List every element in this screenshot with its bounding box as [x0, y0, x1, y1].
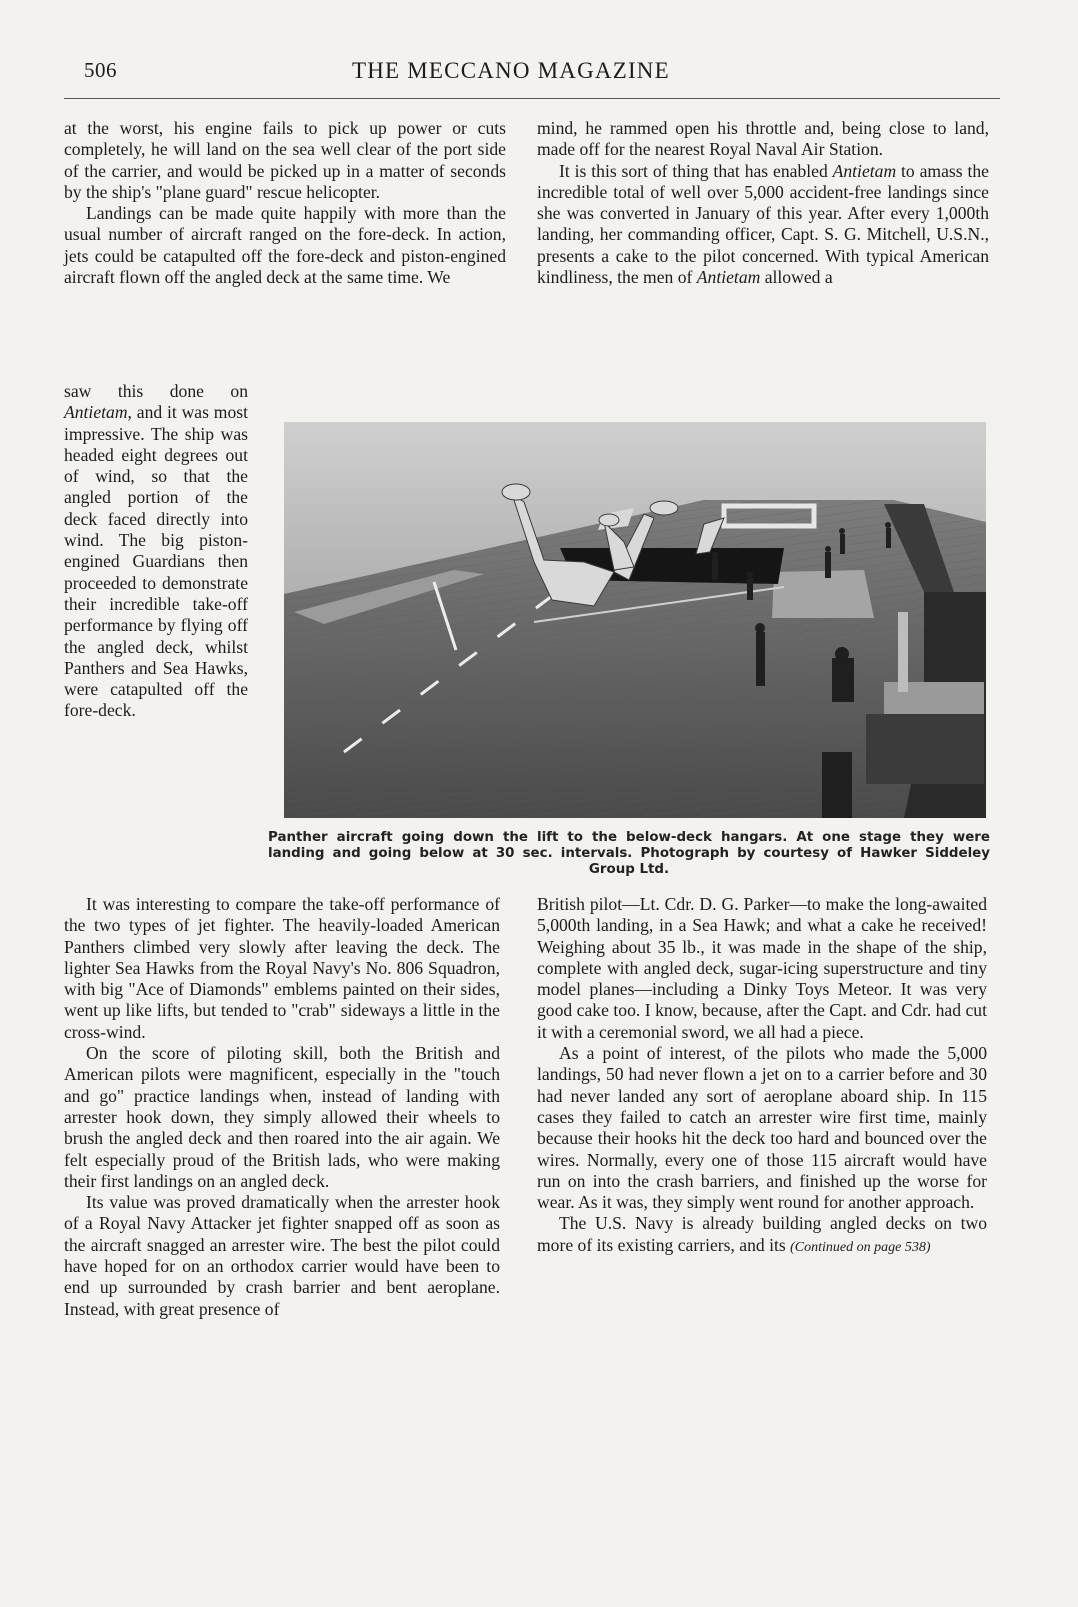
paragraph: On the score of piloting skill, both the British and American pilots were magnificent, especially in the "touch and go" practice landings when, instead of landing with arrester hook down, they simply allowed their wheels to brush the angled deck and then roared into the air again. We felt especially proud of the British lads, who were making their first landings on an angled deck.	[64, 1043, 500, 1191]
paragraph: British pilot—Lt. Cdr. D. G. Parker—to make the long-awaited 5,000th landing, in a Sea Hawk; and what a cake he received! Weighing about 35 lb., it was made in the shape of the ship, complete with angled deck, sugar-icing superstructure and tiny model planes—including a Dinky Toys Meteor. It was very good cake too. I know, because, after the Capt. and Cdr. had cut it with a ceremonial sword, we all had a piece.	[537, 894, 987, 1042]
ship-name: Antietam	[832, 160, 897, 181]
ship-name: Antietam	[696, 267, 761, 288]
column-left-top	[64, 118, 506, 288]
column-right-bottom	[537, 894, 987, 1258]
ship-name: Antietam	[64, 402, 128, 423]
paragraph: mind, he rammed open his throttle and, being close to land, made off for the nearest Royal Naval Air Station.	[537, 118, 989, 160]
continued-note: (Continued on page 538)	[790, 1239, 931, 1255]
paragraph: at the worst, his engine fails to pick up power or cuts completely, he will land on the sea well clear of the port side of the carrier, and would be picked up in a matter of seconds by the ship's "plane guard" rescue helicopter.	[64, 118, 506, 202]
page-number: 506	[84, 58, 117, 82]
running-title: THE MECCANO MAGAZINE	[352, 58, 670, 83]
paragraph: Landings can be made quite happily with more than the usual number of aircraft ranged on the fore-deck. In action, jets could be catapulted off the fore-deck and piston-engined aircraft flown off the angled deck at the same time. We	[64, 203, 506, 288]
paragraph: Its value was proved dramatically when the arrester hook of a Royal Navy Attacker jet fighter snapped off as soon as the aircraft snagged an arrester wire. The best the pilot could have hoped for on an orthodox carrier would have been to end up surrounded by crash barrier and bent aeroplane. Instead, with great presence of	[64, 1192, 500, 1319]
figure-caption: Panther aircraft going down the lift to the below-deck hangars. At one stage they were landing and going below at 30 sec. intervals. Photograph by courtesy of Hawker Siddeley Group Ltd.	[268, 830, 990, 877]
paragraph: As a point of interest, of the pilots who made the 5,000 landings, 50 had never flown a jet on to a carrier before and 30 had never landed any sort of aeroplane aboard ship. In 115 cases they failed to catch an arrester wire first time, mainly because their hooks hit the deck too hard and bounced over the wires. Normally, every one of those 115 aircraft would have run on into the crash barriers, and finished up the worse for wear. As it was, they simply went round for another approach.	[537, 1043, 987, 1213]
column-left-bottom	[64, 894, 500, 1320]
header-rule	[64, 98, 1000, 99]
column-narrow	[64, 381, 248, 722]
column-right-top	[537, 118, 989, 288]
paragraph: It is this sort of thing that has enabled Antietam to amass the incredible total of well over 5,000 accident-free landings since she was converted in January of this year. After every 1,000th landing, her commanding officer, Capt. S. G. Mitchell, U.S.N., presents a cake to the pilot concerned. With typical American kindliness, the men of Antietam allowed a	[537, 160, 989, 288]
paragraph: saw this done on Antietam, and it was most impressive. The ship was headed eight degrees out of wind, so that the angled portion of the deck faced directly into wind. The big piston-engined Guardians then proceeded to demonstrate their incredible take-off performance by flying off the angled deck, whilst Panthers and Sea Hawks, were catapulted off the fore-deck.	[64, 381, 248, 721]
carrier-deck-photograph	[284, 422, 986, 818]
paragraph: The U.S. Navy is already building angled decks on two more of its existing carriers, and its (Continued on page 538)	[537, 1213, 987, 1255]
paragraph: It was interesting to compare the take-off performance of the two types of jet fighter. The heavily-loaded American Panthers climbed very slowly after leaving the deck. The lighter Sea Hawks from the Royal Navy's No. 806 Squadron, with big "Ace of Diamonds" emblems painted on their sides, went up like lifts, but tended to "crab" sideways a little in the cross-wind.	[64, 894, 500, 1042]
